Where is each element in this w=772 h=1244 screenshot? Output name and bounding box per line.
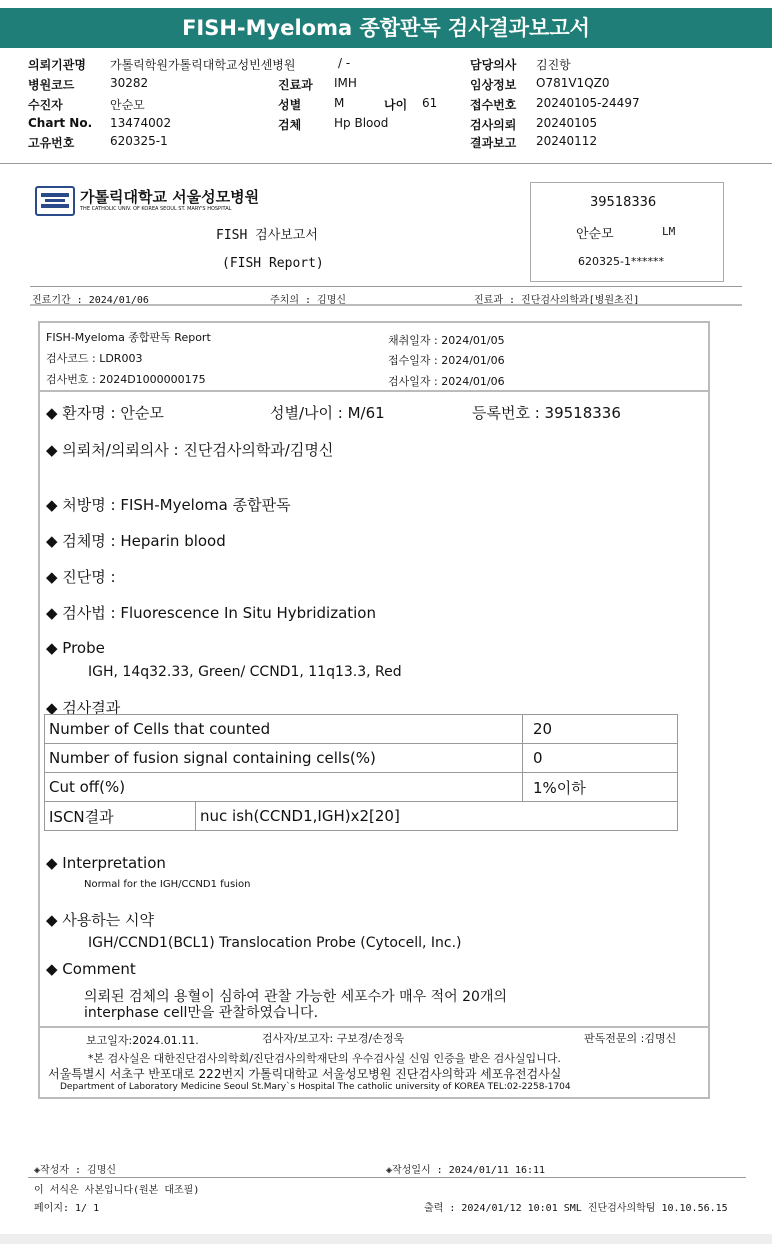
collect-date: 채취일자 : 2024/01/05 [388,334,505,347]
hospital-logo-icon [35,186,75,216]
unique-no-label: 고유번호 [28,136,75,150]
probe-value: IGH, 14q32.33, Green/ CCND1, 11q13.3, Red [88,664,402,680]
result-date-label: 결과보고 [470,136,517,150]
report-title: FISH 검사보고서 [216,228,318,243]
department-label: 진료과 [278,78,313,92]
cells-counted-label: Number of Cells that counted [45,715,523,744]
visit-bottom-divider [30,304,742,306]
age-value: 61 [422,96,438,110]
test-number: 검사번호 : 2024D1000000175 [46,373,206,386]
department-en: Department of Laboratory Medicine Seoul St.Mary`s Hospital The catholic university of KOREA TEL:02-2258-1704 [60,1082,571,1092]
sex-age-line: 성별/나이 : M/61 [270,404,385,422]
patient-box-code: LM [662,225,676,238]
report-frame [38,321,710,1099]
attending-doctor: 주치의 : 김명신 [270,295,347,306]
page-number: 페이지: 1/ 1 [34,1203,100,1214]
referrer-value: 가톨릭학원가톨릭대학교성빈센병원 [110,58,296,72]
specialist: 판독전문의 :김명신 [584,1032,677,1045]
registration-line: 등록번호 : 39518336 [472,404,621,422]
bottom-divider [28,1177,746,1178]
patient-value: 안순모 [110,98,145,112]
visit-top-divider [30,286,742,287]
table-row [45,802,678,831]
comment-title: ◆ Comment [46,960,136,978]
test-code: 검사코드 : LDR003 [46,352,143,365]
page-bottom-band [0,1234,772,1244]
request-date-value: 20240105 [536,116,598,130]
patient-box-id: 39518336 [590,195,657,210]
subheader-divider [40,390,708,392]
clinical-info-value: O781V1QZ0 [536,76,610,90]
result-title: ◆ 검사결과 [46,699,121,717]
referrer-line: ◆ 의뢰처/의뢰의사 : 진단검사의학과/김명신 [46,441,334,459]
reagent-value: IGH/CCND1(BCL1) Translocation Probe (Cytocell, Inc.) [88,935,462,951]
certification-note: *본 검사실은 대한진단검사의학회/진단검사의학재단의 우수검사실 신임 인증을 받은 검사실입니다. [88,1052,561,1065]
cutoff-label: Cut off(%) [45,773,523,802]
report-date: 보고일자:2024.01.11. [86,1034,199,1047]
comment-line-1: 의뢰된 검체의 용혈이 심하여 관찰 가능한 세포수가 매우 적어 20개의 [84,989,508,1005]
hospital-name: 가톨릭대학교 서울성모병원 [80,188,260,206]
interpretation-value: Normal for the IGH/CCND1 fusion [84,879,251,890]
table-row [45,715,678,744]
hospital-name-en: THE CATHOLIC UNIV. OF KOREA SEOUL ST. MARY'S HOSPITAL [80,206,232,212]
test-date: 검사일자 : 2024/01/06 [388,375,505,388]
written-datetime: ◈작성일시 : 2024/01/11 16:11 [386,1165,546,1176]
doctor-label: 담당의사 [470,58,517,72]
specimen-line: ◆ 검체명 : Heparin blood [46,532,226,550]
department-value: IMH [334,76,357,90]
examiner: 검사자/보고자: 구보경/손정욱 [262,1032,405,1045]
table-row [45,744,678,773]
cells-counted-value: 20 [523,715,678,744]
clinical-info-label: 임상정보 [470,78,517,92]
doctor-value: 김진항 [536,58,571,72]
specimen-value: Hp Blood [334,116,389,130]
hospital-code-label: 병원코드 [28,78,75,92]
visit-department: 진료과 : 진단검사의학과[병원초진] [474,295,640,306]
request-date-label: 검사의뢰 [470,118,517,132]
specimen-label: 검체 [278,118,302,132]
header-divider [0,163,772,164]
chart-no-label: Chart No. [28,116,93,130]
result-date-value: 20240112 [536,134,598,148]
results-table [44,714,678,831]
diagnosis-line: ◆ 진단명 : [46,568,116,586]
footer-divider [40,1026,708,1028]
chart-no-value: 13474002 [110,116,172,130]
fusion-cells-value: 0 [523,744,678,773]
iscn-label: ISCN결과 [45,802,196,831]
fusion-cells-label: Number of fusion signal containing cells(%) [45,744,523,773]
visit-period: 진료기간 : 2024/01/06 [32,295,149,306]
receipt-no-label: 접수번호 [470,98,517,112]
copy-note: 이 서식은 사본입니다(원본 대조필) [34,1185,200,1196]
iscn-value: nuc ish(CCND1,IGH)x2[20] [196,802,678,831]
report-name: FISH-Myeloma 종합판독 Report [46,331,211,344]
patient-name-line: ◆ 환자명 : 안순모 [46,404,164,422]
reagent-title: ◆ 사용하는 시약 [46,911,155,929]
patient-label: 수진자 [28,98,63,112]
printed-info: 출력 : 2024/01/12 10:01 SML 진단검사의학팀 10.10.56.15 [424,1203,728,1214]
document-title-banner: FISH-Myeloma 종합판독 검사결과보고서 [0,8,772,48]
sex-label: 성별 [278,98,302,112]
patient-box-name: 안순모 [576,227,614,242]
probe-title: ◆ Probe [46,639,105,657]
age-label: 나이 [384,98,408,112]
receive-date: 접수일자 : 2024/01/06 [388,354,505,367]
lab-address: 서울특별시 서초구 반포대로 222번지 가톨릭대학교 서울성모병원 진단검사의학과 세포유전검사실 [48,1067,562,1081]
interpretation-title: ◆ Interpretation [46,854,166,872]
sex-value: M [334,96,345,110]
table-row [45,773,678,802]
referrer-label: 의뢰기관명 [28,58,86,72]
prescription-line: ◆ 처방명 : FISH-Myeloma 종합판독 [46,496,291,514]
receipt-no-value: 20240105-24497 [536,96,640,110]
unique-no-value: 620325-1 [110,134,168,148]
hospital-code-value: 30282 [110,76,149,90]
method-line: ◆ 검사법 : Fluorescence In Situ Hybridization [46,604,376,622]
author: ◈작성자 : 김명신 [34,1165,117,1176]
cutoff-value: 1%이하 [523,773,678,802]
patient-box-reg: 620325-1****** [578,255,664,268]
comment-line-2: interphase cell만을 관찰하였습니다. [84,1005,319,1021]
report-title-en: (FISH Report) [222,256,324,271]
referrer-extra: / - [338,56,351,70]
